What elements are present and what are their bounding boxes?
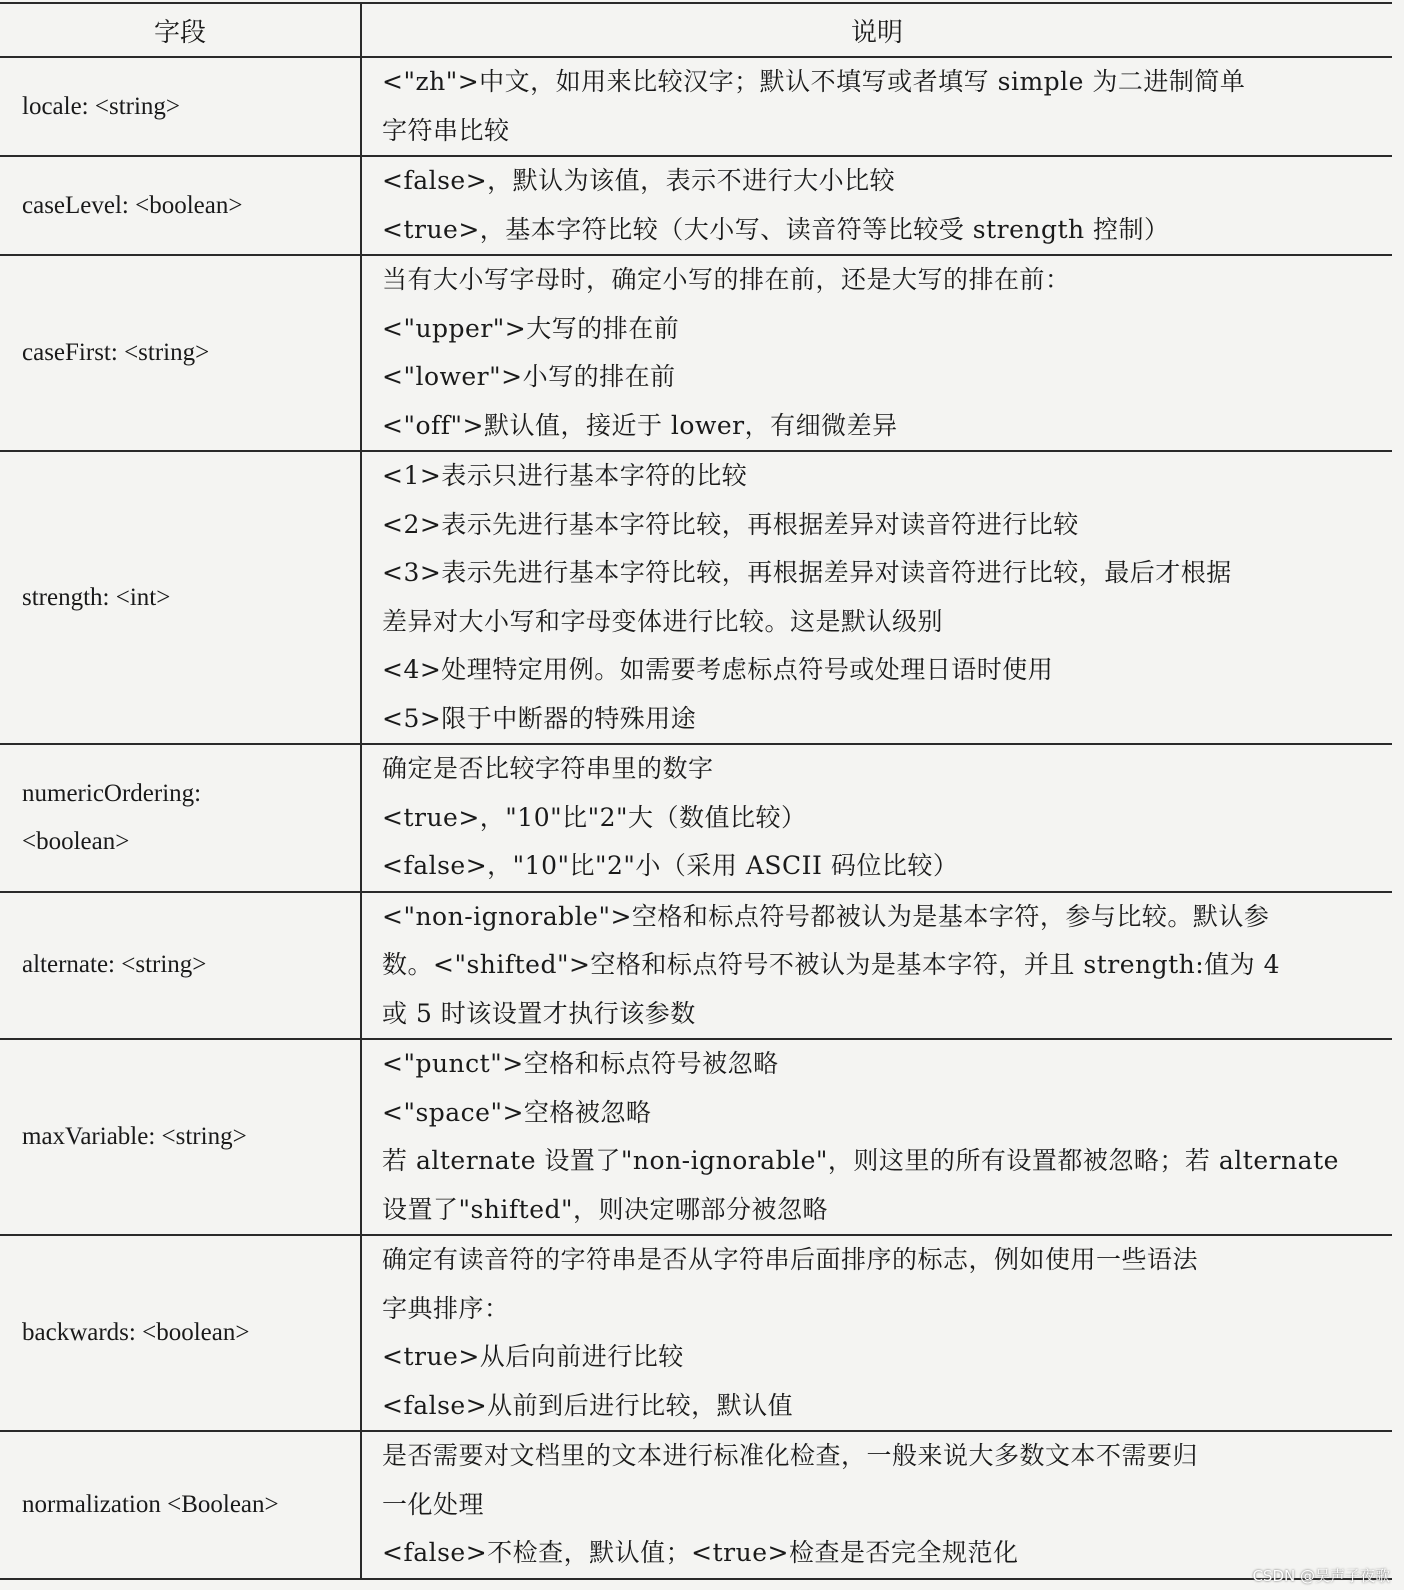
- description-line: <5>限于中断器的特殊用途: [382, 703, 697, 733]
- table-row: [0, 156, 1392, 255]
- description-cell: [361, 744, 1392, 892]
- description-line: 确定是否比较字符串里的数字: [382, 754, 714, 783]
- field-cell: [0, 892, 361, 1040]
- description-cell: [361, 892, 1392, 1040]
- watermark: CSDN @吴声子夜歌: [1252, 1567, 1390, 1585]
- field-cell: [0, 451, 361, 744]
- field-name: caseFirst: <string>: [22, 339, 210, 366]
- description-line: 是否需要对文档里的文本进行标准化检查，一般来说大多数文本不需要归: [382, 1441, 1199, 1470]
- description-line: 若 alternate 设置了"non-ignorable"，则这里的所有设置都被忽略；若 alternate: [382, 1146, 1339, 1175]
- description-line: <false>从前到后进行比较，默认值: [382, 1390, 794, 1420]
- description-cell: [361, 156, 1392, 255]
- description-cell: [361, 1431, 1392, 1579]
- description-line: 当有大小写字母时，确定小写的排在前，还是大写的排在前：: [382, 265, 1071, 294]
- field-name: normalization <Boolean>: [22, 1490, 279, 1518]
- description-cell: [361, 255, 1392, 451]
- description-line: 数。<"shifted">空格和标点符号不被认为是基本字符，并且 strength:值为 4: [382, 950, 1281, 979]
- description-line: 确定有读音符的字符串是否从字符串后面排序的标志，例如使用一些语法: [382, 1245, 1199, 1274]
- description-line: <"space">空格被忽略: [382, 1097, 652, 1127]
- collation-options-table: [0, 2, 1392, 1580]
- description-line: <false>，默认为该值，表示不进行大小比较: [382, 166, 896, 195]
- description-line: 设置了"shifted"，则决定哪部分被忽略: [382, 1194, 829, 1224]
- description-line: <"zh">中文，如用来比较汉字；默认不填写或者填写 simple 为二进制简单: [382, 67, 1246, 96]
- table-row: [0, 892, 1392, 1040]
- description-line: <1>表示只进行基本字符的比较: [382, 461, 748, 490]
- field-name: locale: <string>: [22, 92, 181, 120]
- description-line: 一化处理: [382, 1489, 485, 1519]
- header-field: 字段: [0, 3, 361, 57]
- description-line: <"upper">大写的排在前: [382, 313, 680, 343]
- description-line: <true>从后向前进行比较: [382, 1342, 684, 1371]
- description-line: <true>，"10"比"2"大（数值比较）: [382, 802, 807, 832]
- table-row: [0, 1039, 1392, 1235]
- field-cell: [0, 57, 361, 156]
- field-name: alternate: <string>: [22, 951, 207, 979]
- description-line: 字符串比较: [382, 115, 510, 145]
- field-type: <boolean>: [22, 827, 130, 855]
- table-row: [0, 57, 1392, 156]
- description-cell: [361, 1039, 1392, 1235]
- description-line: <3>表示先进行基本字符比较，再根据差异对读音符进行比较，最后才根据: [382, 558, 1232, 587]
- table-row: [0, 744, 1392, 892]
- description-line: <"lower">小写的排在前: [382, 362, 676, 391]
- field-cell: [0, 1039, 361, 1235]
- header-desc: 说明: [361, 3, 1392, 57]
- table-header: [0, 3, 1392, 57]
- table-row: [0, 1431, 1392, 1579]
- description-cell: [361, 451, 1392, 744]
- table-row: [0, 1235, 1392, 1431]
- field-cell: [0, 1431, 361, 1579]
- table-row: [0, 451, 1392, 744]
- description-line: <false>，"10"比"2"小（采用 ASCII 码位比较）: [382, 851, 959, 880]
- description-cell: [361, 1235, 1392, 1431]
- description-line: <2>表示先进行基本字符比较，再根据差异对读音符进行比较: [382, 509, 1079, 539]
- field-cell: [0, 1235, 361, 1431]
- field-cell: [0, 744, 361, 892]
- description-line: <true>，基本字符比较（大小写、读音符等比较受 strength 控制）: [382, 214, 1170, 244]
- field-name: strength: <int>: [22, 583, 171, 611]
- description-line: <4>处理特定用例。如需要考虑标点符号或处理日语时使用: [382, 655, 1054, 684]
- field-name: numericOrdering:: [22, 779, 202, 807]
- field-cell: [0, 255, 361, 451]
- description-line: <"non-ignorable">空格和标点符号都被认为是基本字符，参与比较。默认参: [382, 901, 1270, 931]
- description-line: 差异对大小写和字母变体进行比较。这是默认级别: [382, 606, 944, 636]
- table-row: [0, 255, 1392, 451]
- field-name: backwards: <boolean>: [22, 1319, 250, 1346]
- description-line: <false>不检查，默认值；<true>检查是否完全规范化: [382, 1538, 1019, 1567]
- description-line: 字典排序：: [382, 1293, 510, 1323]
- field-name: caseLevel: <boolean>: [22, 191, 243, 219]
- field-cell: [0, 156, 361, 255]
- field-name: maxVariable: <string>: [22, 1123, 247, 1150]
- description-line: <"off">默认值，接近于 lower，有细微差异: [382, 410, 898, 440]
- description-cell: [361, 57, 1392, 156]
- description-line: <"punct">空格和标点符号被忽略: [382, 1049, 779, 1078]
- description-line: 或 5 时该设置才执行该参数: [382, 998, 696, 1028]
